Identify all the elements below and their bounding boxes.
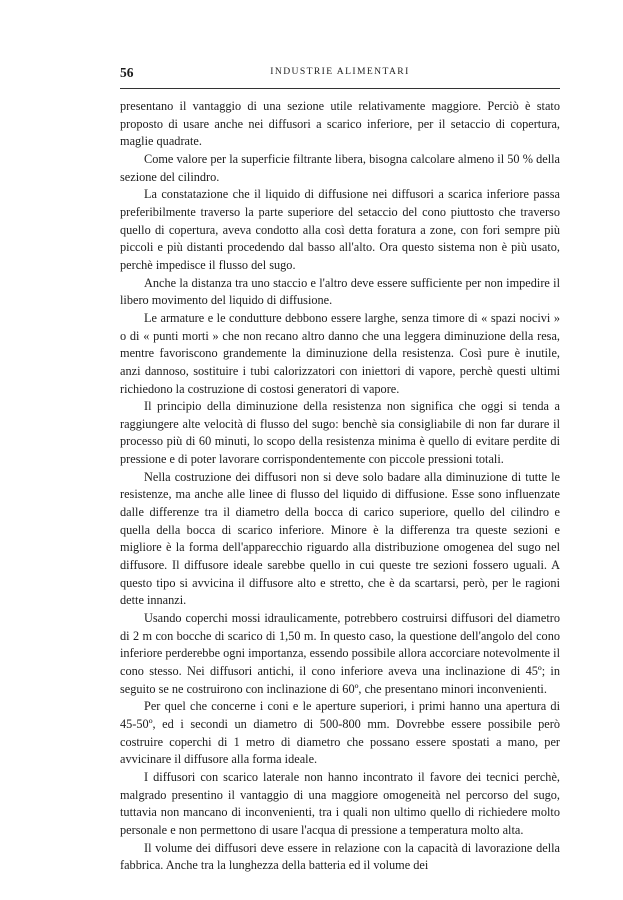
paragraph: Per quel che concerne i coni e le aperture superiori, i primi hanno una apertura di 45-50º, ed i secondi un diametro di 500-800 mm. Dovrebbe essere possibile però costruire coperchi di 1 metro di diametro che possano essere spostati a mano, per avvicinare il diffusore alla forma ideale. — [120, 699, 560, 767]
paragraph: La constatazione che il liquido di diffusione nei diffusori a scarica inferiore passa preferibilmente traverso la parte superiore del setaccio del cono piuttosto che traverso quello di copertura, aveva condotto alla così detta foratura a zone, con fori sempre più piccoli e più distanti procedendo dal basso all'alto. Ora questo sistema non è più usato, perchè impedisce il flusso del sugo. — [120, 187, 560, 272]
paragraph: Il volume dei diffusori deve essere in relazione con la capacità di lavorazione della fabbrica. Anche tra la lunghezza della batteria ed il volume dei — [120, 840, 560, 873]
paragraph: Usando coperchi mossi idraulicamente, potrebbero costruirsi diffusori del diametro di 2 m con bocche di scarico di 1,50 m. In questo caso, la questione dell'angolo del cono inferiore perderebbe ogni importanza, essendo possibile allora accorciare notevolmente il cono stesso. Nei diffusori antichi, il cono inferiore aveva una inclinazione di 45º; in seguito se ne costruirono con inclinazione di 60º, che presentano minori inconvenienti. — [120, 611, 560, 696]
body-text — [120, 98, 560, 875]
paragraph: Come valore per la superficie filtrante libera, bisogna calcolare almeno il 50 % della sezione del cilindro. — [120, 151, 560, 184]
paragraph: I diffusori con scarico laterale non hanno incontrato il favore dei tecnici perchè, malgrado presentino il vantaggio di una maggiore omogeneità nel percorso del sugo, tuttavia non mancano di inconvenienti, tra i quali non ultimo quello di richiedere molto personale e non permettono di usare l'acqua di pressione a temperatura molto alta. — [120, 769, 560, 837]
page-number: 56 — [120, 65, 134, 80]
paragraph: Il principio della diminuzione della resistenza non significa che oggi si tenda a raggiungere alte velocità di flusso del sugo: benchè sia consigliabile di non far durare il processo più di 60 minuti, lo scopo della resistenza minima è quello di evitare perdite di pressione e di poter lavorare corrispondentemente con piccole pressioni totali. — [120, 399, 560, 467]
paragraph: Nella costruzione dei diffusori non si deve solo badare alla diminuzione di tutte le resistenze, ma anche alle linee di flusso del liquido di diffusione. Esse sono influenzate dalle differenze tra il diametro della bocca di carico superiore, quello del cilindro e quella della bocca di scarico inferiore. Minore è la differenza tra queste sezioni e migliore è la forma dell'apparecchio riguardo alla distribuzione omogenea del sugo nel diffusore. Il diffusore ideale sarebbe quello in cui queste tre sezioni fossero uguali. A questo tipo si avvicina il diffusore alto e stretto, che è da scartarsi, però, per le ragioni dette innanzi. — [120, 469, 560, 608]
running-title: INDUSTRIE ALIMENTARI — [270, 66, 410, 77]
paragraph: Le armature e le condutture debbono essere larghe, senza timore di « spazi nocivi » o di « punti morti » che non recano altro danno che una leggera diminuzione della resa, mentre favoriscono grandemente la diminuzione della resistenza. Così pure è inutile, anzi dannoso, sostituire i tubi calorizzatori con iniettori di vapore, perchè questi ultimi richiedono la costruzione di costosi generatori di vapore. — [120, 310, 560, 396]
header-rule — [120, 88, 560, 89]
page-header — [120, 64, 560, 84]
paragraph: Anche la distanza tra uno staccio e l'altro deve essere sufficiente per non impedire il libero movimento del liquido di diffusione. — [120, 275, 560, 308]
paragraph: presentano il vantaggio di una sezione utile relativamente maggiore. Perciò è stato proposto di usare anche nei diffusori a scarico inferiore, per il setaccio di copertura, maglie quadrate. — [120, 99, 560, 149]
